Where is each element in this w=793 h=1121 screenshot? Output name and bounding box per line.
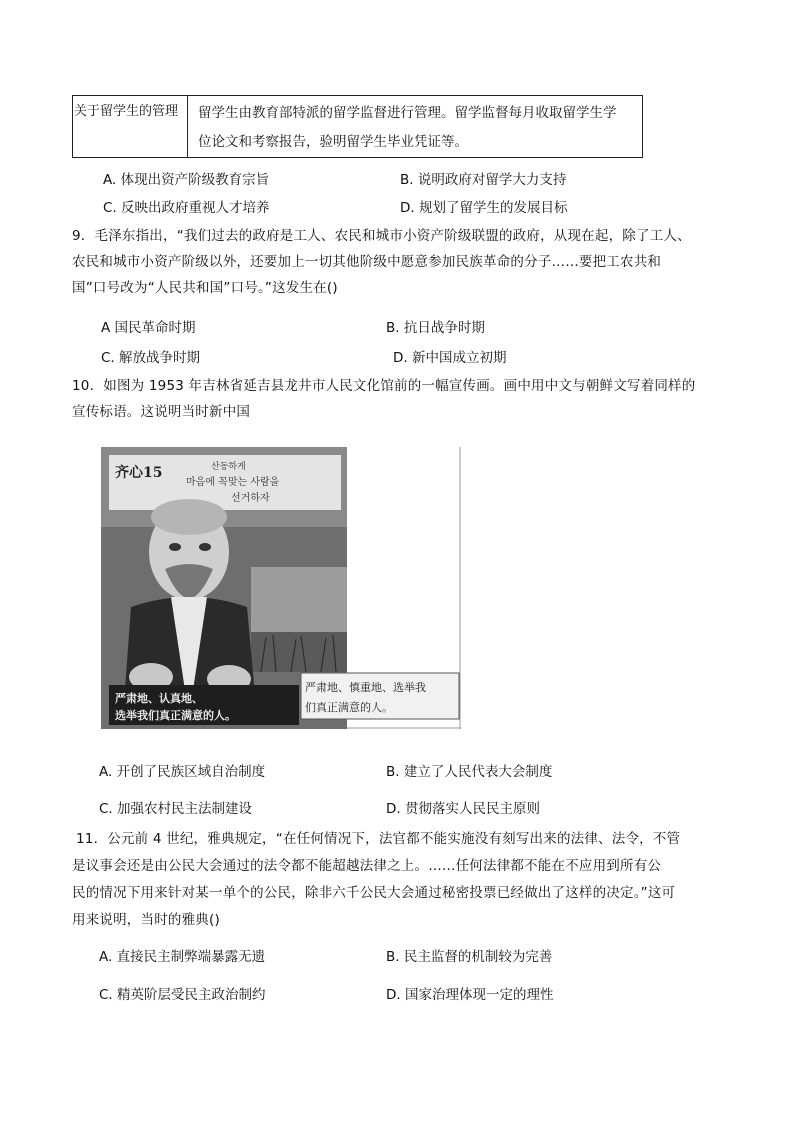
q8-option-d: D. 规划了留学生的发展目标 bbox=[400, 200, 568, 216]
q11-option-a: A. 直接民主制弊端暴露无遗 bbox=[99, 949, 266, 965]
poster-banner-right-line-1: 严肃地、慎重地、选举我 bbox=[305, 681, 426, 694]
q10-option-a: A. 开创了民族区域自治制度 bbox=[99, 764, 266, 780]
table-content-line-2: 位论文和考察报告，验明留学生毕业凭证等。 bbox=[198, 134, 468, 150]
q9-option-a: A 国民革命时期 bbox=[101, 320, 196, 336]
poster-korean-line-2: 마음에 꼭맞는 사람을 bbox=[186, 477, 280, 488]
management-table bbox=[72, 95, 643, 158]
q11-stem-line-2: 是议事会还是由公民大会通过的法令都不能超越法律之上。……任何法律都不能在不应用到所有公 bbox=[72, 858, 662, 874]
q11-stem-line-1: 11．公元前 4 世纪，雅典规定，“在任何情况下，法官都不能实施没有刻写出来的法律、法令，不管 bbox=[76, 831, 681, 847]
q10-option-b: B. 建立了人民代表大会制度 bbox=[386, 764, 553, 780]
table-content-line-1: 留学生由教育部特派的留学监督进行管理。留学监督每月收取留学生学 bbox=[198, 105, 617, 121]
q11-option-c: C. 精英阶层受民主政治制约 bbox=[99, 987, 266, 1003]
q8-option-b: B. 说明政府对留学大力支持 bbox=[400, 172, 567, 188]
q9-option-c: C. 解放战争时期 bbox=[101, 350, 201, 366]
q8-option-a: A. 体现出资产阶级教育宗旨 bbox=[103, 172, 270, 188]
poster-chinese-top: 齐心15 bbox=[115, 465, 163, 481]
table-label: 关于留学生的管理 bbox=[74, 104, 179, 119]
q10-stem-line-1: 10．如图为 1953 年吉林省延吉县龙井市人民文化馆前的一幅宣传画。画中用中文与朝鲜文写着同样的 bbox=[72, 378, 696, 394]
q10-option-c: C. 加强农村民主法制建设 bbox=[99, 801, 253, 817]
propaganda-poster-image bbox=[101, 447, 461, 729]
q11-option-b: B. 民主监督的机制较为完善 bbox=[386, 949, 553, 965]
q10-stem-line-2: 宣传标语。这说明当时新中国 bbox=[72, 404, 251, 420]
q11-stem-line-3: 民的情况下用来针对某一单个的公民，除非六千公民大会通过秘密投票已经做出了这样的决定。”这可 bbox=[72, 885, 676, 901]
q11-option-d: D. 国家治理体现一定的理性 bbox=[386, 987, 554, 1003]
poster-banner-right-line-2: 们真正满意的人。 bbox=[305, 701, 393, 714]
table-divider bbox=[187, 96, 188, 157]
q9-stem-line-3: 国”口号改为“人民共和国”口号。”这发生在() bbox=[72, 280, 338, 296]
q9-stem-line-1: 9．毛泽东指出，“我们过去的政府是工人、农民和城市小资产阶级联盟的政府，从现在起，除了工人、 bbox=[72, 228, 691, 244]
q9-option-d: D. 新中国成立初期 bbox=[393, 350, 507, 366]
q9-option-b: B. 抗日战争时期 bbox=[386, 320, 485, 336]
q11-stem-line-4: 用来说明，当时的雅典() bbox=[72, 912, 220, 928]
q10-option-d: D. 贯彻落实人民民主原则 bbox=[386, 801, 540, 817]
q9-stem-line-2: 农民和城市小资产阶级以外，还要加上一切其他阶级中愿意参加民族革命的分子……要把工农共和 bbox=[72, 254, 662, 270]
poster-korean-line-1: 산동하게 bbox=[211, 462, 246, 472]
poster-banner-left-line-1: 严肃地、认真地、 bbox=[115, 692, 203, 705]
q8-option-c: C. 反映出政府重视人才培养 bbox=[103, 200, 270, 216]
poster-korean-line-3: 선거하자 bbox=[231, 493, 270, 504]
poster-banner-left-line-2: 选举我们真正满意的人。 bbox=[115, 709, 236, 722]
